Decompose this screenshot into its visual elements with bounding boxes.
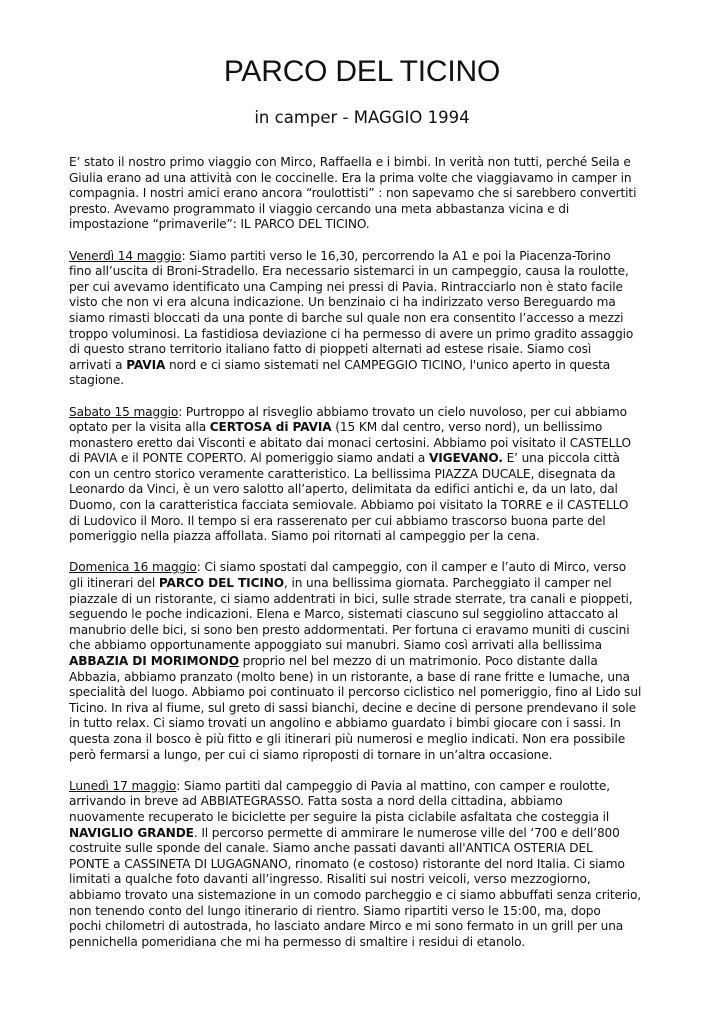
- text-run: nord e ci siamo sistemati nel CAMPEGGIO TICINO, l'unico aperto in questa: [165, 357, 611, 372]
- text-line: Giulia erano ad una attività con le coccinelle. Era la prima volte che viaggiavamo in camper in: [69, 170, 632, 185]
- text-line: [69, 249, 659, 265]
- text-run: arrivati a: [69, 357, 127, 372]
- text-line: [69, 420, 659, 436]
- text-line: Duomo, con la caratteristica facciata semiovale. Abbiamo poi visitato la TORRE e il CASTELLO: [69, 498, 629, 513]
- text-line: [69, 779, 659, 795]
- day-date: Venerdì 14 maggio: [69, 248, 182, 263]
- text-line: E’ stato il nostro primo viaggio con Mirco, Raffaella e i bimbi. In verità non tutti, perché Seila e: [69, 155, 631, 169]
- text-line: monastero eretto dai Visconti e abitato dai monaci certosini. Abbiamo poi visitato il CASTELLO: [69, 435, 631, 450]
- text-line: fino all’uscita di Broni-Stradello. Era necessario sistemarci in un campeggio, causa la roulotte,: [69, 264, 629, 279]
- text-run: (15 KM dal centro, verso nord), un bellissimo: [331, 420, 603, 435]
- day-paragraph-sunday: [69, 560, 659, 763]
- text-line: con un centro storico veramente caratteristico. La bellissima PIAZZA DUCALE, disegnata da: [69, 466, 616, 481]
- text-line: nuovamente recuperato le biciclette per seguire la pista ciclabile asfaltata che costeggia il: [69, 809, 610, 824]
- place-name-bold: PARCO DEL TICINO: [158, 576, 284, 591]
- intro-paragraph: [69, 155, 659, 233]
- text-line: in tutto relax. Ci siamo trovati un angolino e abbiamo guardato i bimbi giocare con i sassi. In: [69, 716, 621, 731]
- text-line: questa zona il bosco è più fitto e gli itinerari più numerosi e meglio indicati. Non era possibile: [69, 731, 626, 746]
- text-run: optato per la visita alla: [69, 420, 210, 435]
- page-title: PARCO DEL TICINO: [223, 55, 501, 88]
- text-line: pomeriggio nella piazza affollata. Siamo poi ritornati al campeggio per la cena.: [69, 529, 540, 544]
- day-paragraph-saturday: [69, 405, 659, 545]
- text-line: che abbiamo opportunamente appoggiato sui manubri. Siamo così arrivati alla bellissima: [69, 638, 602, 653]
- text-line: costruite sulle sponde del canale. Siamo anche passati davanti all'ANTICA OSTERIA DEL: [69, 841, 593, 856]
- place-name-bold: PAVIA: [126, 357, 166, 372]
- text-run: di PAVIA e il PONTE COPERTO. Al pomeriggio siamo andati a: [69, 451, 429, 466]
- text-line: seguendo le poche indicazioni. Elena e Marco, sistemati ciascuno sul seggiolino attaccato al: [69, 607, 619, 622]
- text-line: PONTE a CASSINETA DI LUGAGNANO, rinomato (e costoso) ristorante del nord Italia. Ci siamo: [69, 856, 625, 871]
- place-name-bold: ABBAZIA DI MORIMOND: [69, 654, 229, 668]
- day-date: Lunedì 17 maggio: [69, 778, 177, 793]
- page-subtitle: in camper - MAGGIO 1994: [254, 108, 470, 127]
- text-line: impostazione “primaverile”: IL PARCO DEL TICINO.: [69, 217, 370, 232]
- day-date: Domenica 16 maggio: [69, 560, 197, 575]
- text-line: [69, 451, 659, 467]
- place-name-bold-underlined: O: [228, 654, 239, 668]
- text-line: pennichella pomeridiana che mi ha permesso di smaltire i residui di etanolo.: [69, 934, 525, 949]
- text-run: : Ci siamo spostati dal campeggio, con il camper e l’auto di Mirco, verso: [196, 560, 627, 575]
- text-line: di Ludovico il Moro. Il tempo si era rasserenato per cui abbiamo trascorso buona parte del: [69, 513, 606, 528]
- day-date: Sabato 15 maggio: [69, 404, 179, 419]
- text-line: troppo voluminosi. La fastidiosa deviazione ci ha permesso di avere un primo gradito assaggio: [69, 326, 634, 341]
- text-line: però fermarsi a lungo, per cui ci siamo riproposti di tornare in un’altra occasione.: [69, 747, 553, 762]
- text-line: per cui avevamo identificato una Camping nei pressi di Pavia. Rintracciarlo non è stato facile: [69, 279, 623, 294]
- day-paragraph-friday: [69, 249, 659, 389]
- text-run: proprio nel bel mezzo di un matrimonio. Poco distante dalla: [238, 654, 598, 668]
- text-line: [69, 405, 659, 421]
- text-line: specialità del luogo. Abbiamo poi continuato il percorso ciclistico nel pomeriggio, fino al Lido sul: [69, 685, 642, 700]
- text-line: presto. Avevamo programmato il viaggio cercando una meta abbastanza vicina e di: [69, 201, 570, 216]
- text-line: [69, 654, 659, 670]
- place-name-bold: NAVIGLIO GRANDE: [69, 825, 194, 840]
- place-name-bold: VIGEVANO.: [428, 451, 503, 466]
- text-line: manubrio delle bici, si sono ben presto addormentati. Per fortuna ci eravamo muniti di cuscini: [69, 622, 630, 637]
- text-line: Abbazia, abbiamo pranzato (molto bene) in un ristorante, a base di rane fritte e lumache, una: [69, 669, 630, 684]
- text-line: stagione.: [69, 373, 124, 388]
- text-run: gli itinerari del: [69, 576, 159, 591]
- text-run: . Il percorso permette di ammirare le numerose ville del ‘700 e dell’800: [193, 825, 620, 840]
- text-line: [69, 576, 659, 592]
- text-line: compagnia. I nostri amici erano ancora “roulottisti” : non sapevamo che si sarebbero convertiti: [69, 186, 637, 201]
- text-line: pochi chilometri di autostrada, ho lasciato andare Mirco e mi sono fermato in un grill per una: [69, 919, 624, 934]
- document-body: [69, 155, 659, 966]
- text-run: , in una bellissima giornata. Parcheggiato il camper nel: [284, 576, 612, 591]
- text-line: Ticino. In riva al fiume, sul greto di sassi bianchi, decine e decine di persone prendevano il sole: [69, 700, 636, 715]
- text-run: E’ una piccola città: [502, 451, 620, 466]
- text-line: [69, 560, 659, 576]
- text-run: : Purtroppo al risveglio abbiamo trovato un cielo nuvoloso, per cui abbiamo: [178, 404, 627, 419]
- text-line: siamo rimasti bloccati da una ponte di barche sul quale non era consentito l’accesso a mezzi: [69, 310, 624, 325]
- day-paragraph-monday: [69, 779, 659, 951]
- text-run: : Siamo partiti verso le 16,30, percorrendo la A1 e poi la Piacenza-Torino: [181, 248, 611, 263]
- text-line: [69, 826, 659, 842]
- text-run: : Siamo partiti dal campeggio di Pavia al mattino, con camper e roulotte,: [176, 778, 611, 793]
- text-line: limitati a qualche foto davanti all’ingresso. Risaliti sui nostri veicoli, verso mezzogiorno,: [69, 872, 591, 887]
- text-line: visto che non vi era alcuna indicazione. Un benzinaio ci ha indirizzato verso Bereguardo ma: [69, 295, 616, 310]
- place-name-bold: CERTOSA di PAVIA: [209, 420, 332, 435]
- text-line: Leonardo da Vinci, è un vero salotto all’aperto, delimitata da edifici antichi e, da un lato, dal: [69, 482, 618, 497]
- text-line: non tenendo conto del lungo itinerario di rientro. Siamo ripartiti verso le 15:00, ma, dopo: [69, 903, 601, 918]
- text-line: di questo strano territorio italiano fatto di pioppeti alternati ad estese risaie. Siamo così: [69, 342, 592, 357]
- text-line: piazzale di un ristorante, ci siamo addentrati in bici, sulle strade sterrate, tra canali e pioppeti,: [69, 591, 633, 606]
- text-line: [69, 358, 659, 374]
- text-line: arrivando in breve ad ABBIATEGRASSO. Fatta sosta a nord della cittadina, abbiamo: [69, 794, 563, 809]
- text-line: abbiamo trovato una sistemazione in un comodo parcheggio e ci siamo abbuffati senza criterio,: [69, 887, 642, 902]
